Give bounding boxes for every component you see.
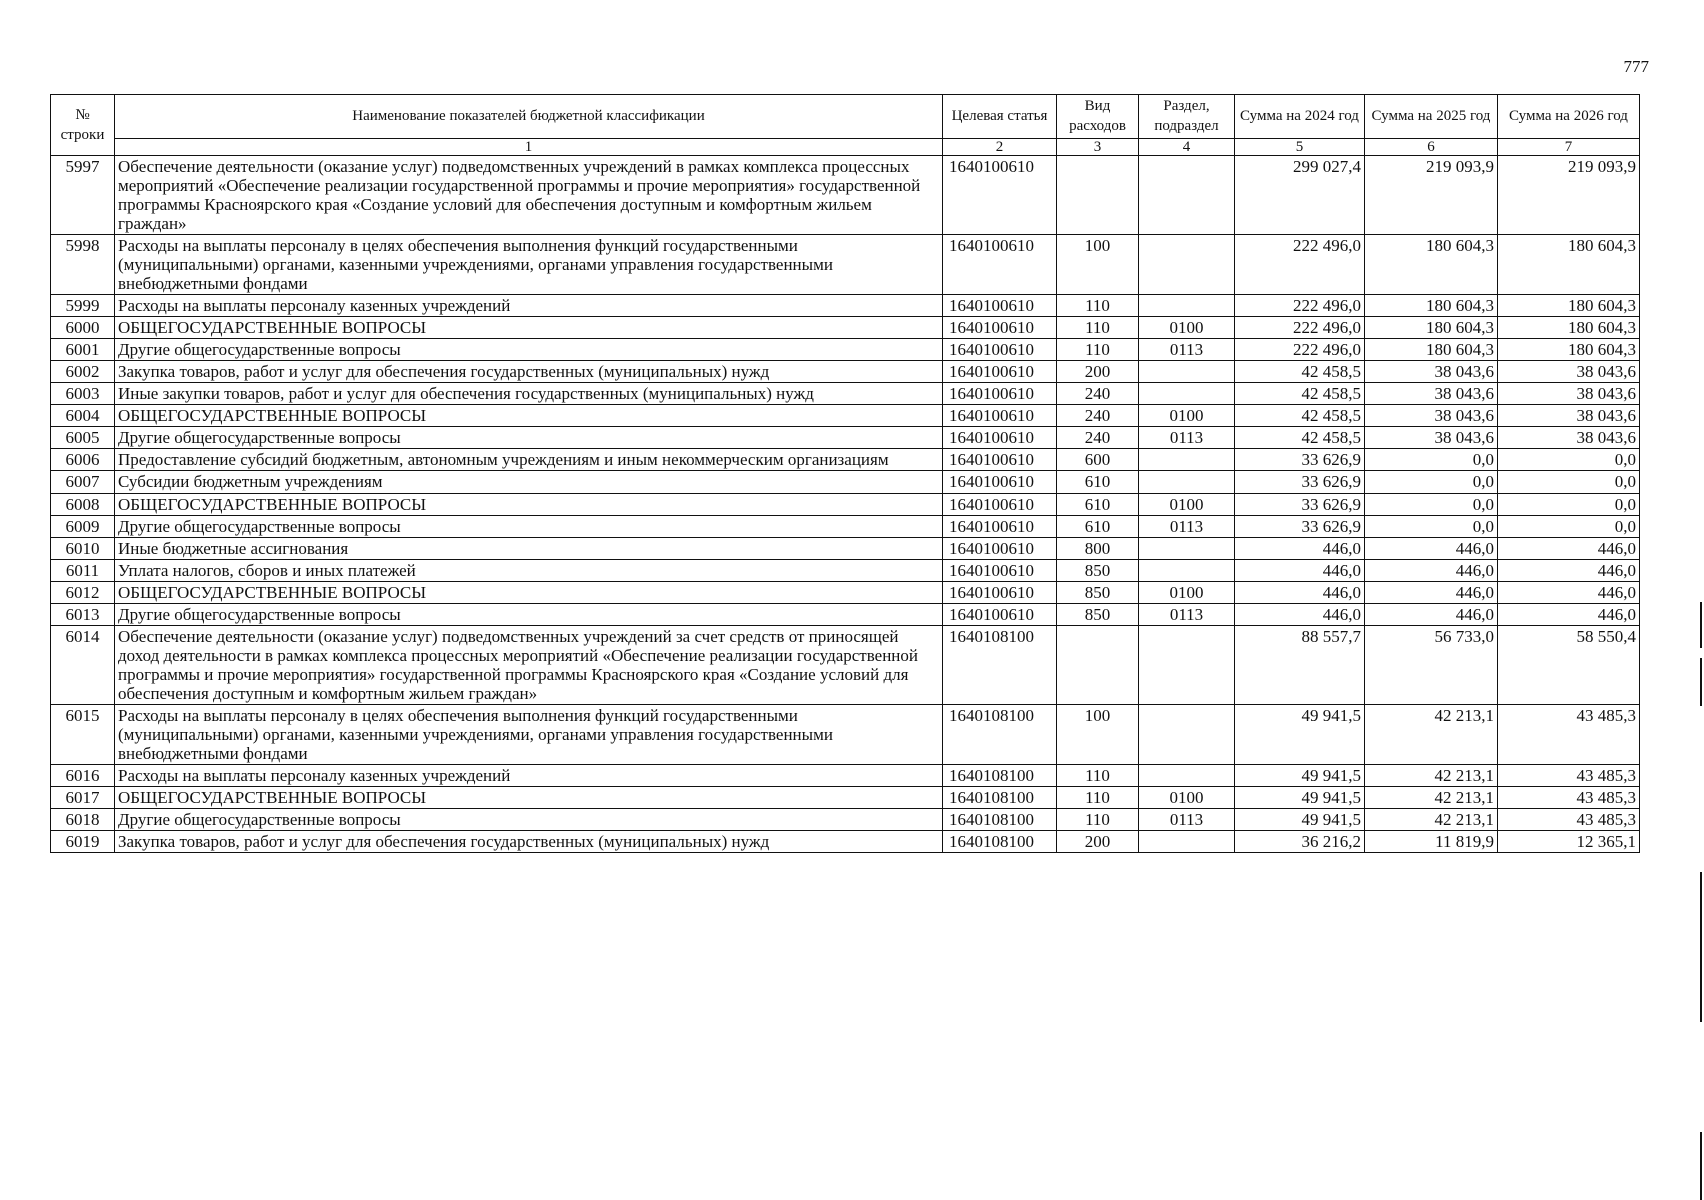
row-section: 0113 <box>1139 808 1235 830</box>
row-expense-type: 600 <box>1057 449 1139 471</box>
row-sum-2024: 42 458,5 <box>1235 361 1365 383</box>
row-sum-2024: 49 941,5 <box>1235 808 1365 830</box>
row-name: Предоставление субсидий бюджетным, автономным учреждениям и иным некоммерческим организациям <box>115 449 943 471</box>
row-expense-type: 110 <box>1057 339 1139 361</box>
row-sum-2026: 12 365,1 <box>1498 831 1640 853</box>
row-sum-2025: 0,0 <box>1365 515 1498 537</box>
table-body <box>51 156 1640 853</box>
scan-edge-mark <box>1700 872 1702 1022</box>
table-row <box>51 764 1640 786</box>
row-section <box>1139 361 1235 383</box>
row-expense-type: 240 <box>1057 383 1139 405</box>
row-sum-2025: 42 213,1 <box>1365 704 1498 764</box>
row-section <box>1139 831 1235 853</box>
row-sum-2025: 38 043,6 <box>1365 405 1498 427</box>
row-sum-2025: 0,0 <box>1365 493 1498 515</box>
row-section <box>1139 449 1235 471</box>
row-number: 6017 <box>51 786 115 808</box>
column-number: 5 <box>1235 138 1365 156</box>
row-sum-2024: 49 941,5 <box>1235 786 1365 808</box>
row-sum-2024: 42 458,5 <box>1235 427 1365 449</box>
row-sum-2024: 33 626,9 <box>1235 515 1365 537</box>
row-sum-2024: 33 626,9 <box>1235 449 1365 471</box>
row-target-article: 1640100610 <box>943 383 1057 405</box>
row-sum-2024: 222 496,0 <box>1235 339 1365 361</box>
row-section: 0100 <box>1139 317 1235 339</box>
row-number: 6012 <box>51 581 115 603</box>
scan-edge-mark <box>1700 602 1702 648</box>
row-name: Другие общегосударственные вопросы <box>115 339 943 361</box>
row-number: 6006 <box>51 449 115 471</box>
column-number: 6 <box>1365 138 1498 156</box>
row-expense-type: 200 <box>1057 831 1139 853</box>
row-sum-2025: 446,0 <box>1365 559 1498 581</box>
row-sum-2025: 42 213,1 <box>1365 808 1498 830</box>
row-expense-type: 110 <box>1057 808 1139 830</box>
row-sum-2025: 446,0 <box>1365 603 1498 625</box>
table-row <box>51 704 1640 764</box>
row-sum-2024: 36 216,2 <box>1235 831 1365 853</box>
row-number: 6011 <box>51 559 115 581</box>
row-section <box>1139 537 1235 559</box>
row-sum-2024: 222 496,0 <box>1235 235 1365 295</box>
row-section: 0100 <box>1139 405 1235 427</box>
row-section <box>1139 704 1235 764</box>
row-sum-2025: 446,0 <box>1365 581 1498 603</box>
row-sum-2026: 0,0 <box>1498 471 1640 493</box>
row-number: 6018 <box>51 808 115 830</box>
row-expense-type: 610 <box>1057 515 1139 537</box>
table-row <box>51 383 1640 405</box>
row-expense-type: 610 <box>1057 493 1139 515</box>
row-target-article: 1640100610 <box>943 156 1057 235</box>
scan-edge-mark <box>1700 1132 1702 1200</box>
row-section: 0113 <box>1139 515 1235 537</box>
row-section <box>1139 383 1235 405</box>
row-sum-2025: 446,0 <box>1365 537 1498 559</box>
row-sum-2025: 180 604,3 <box>1365 339 1498 361</box>
row-sum-2025: 56 733,0 <box>1365 625 1498 704</box>
row-sum-2025: 11 819,9 <box>1365 831 1498 853</box>
row-target-article: 1640100610 <box>943 471 1057 493</box>
table-row <box>51 559 1640 581</box>
row-sum-2026: 180 604,3 <box>1498 317 1640 339</box>
row-section <box>1139 559 1235 581</box>
row-section <box>1139 295 1235 317</box>
row-expense-type: 110 <box>1057 786 1139 808</box>
row-sum-2025: 180 604,3 <box>1365 235 1498 295</box>
row-name: ОБЩЕГОСУДАРСТВЕННЫЕ ВОПРОСЫ <box>115 581 943 603</box>
table-row <box>51 427 1640 449</box>
row-sum-2025: 0,0 <box>1365 449 1498 471</box>
row-name: Другие общегосударственные вопросы <box>115 427 943 449</box>
header-section: Раздел, подраздел <box>1139 95 1235 139</box>
row-number: 6008 <box>51 493 115 515</box>
row-expense-type: 240 <box>1057 427 1139 449</box>
row-target-article: 1640100610 <box>943 537 1057 559</box>
table-row <box>51 235 1640 295</box>
column-number-row <box>51 138 1640 156</box>
row-sum-2024: 446,0 <box>1235 559 1365 581</box>
row-sum-2025: 38 043,6 <box>1365 361 1498 383</box>
row-expense-type: 110 <box>1057 317 1139 339</box>
row-name: Иные закупки товаров, работ и услуг для обеспечения государственных (муниципальных) нужд <box>115 383 943 405</box>
row-expense-type <box>1057 156 1139 235</box>
table-header-row <box>51 95 1640 139</box>
row-sum-2024: 222 496,0 <box>1235 317 1365 339</box>
row-name: ОБЩЕГОСУДАРСТВЕННЫЕ ВОПРОСЫ <box>115 317 943 339</box>
row-target-article: 1640100610 <box>943 235 1057 295</box>
row-sum-2024: 42 458,5 <box>1235 405 1365 427</box>
row-name: Субсидии бюджетным учреждениям <box>115 471 943 493</box>
row-number: 6010 <box>51 537 115 559</box>
row-number: 6002 <box>51 361 115 383</box>
row-sum-2025: 42 213,1 <box>1365 764 1498 786</box>
row-sum-2024: 446,0 <box>1235 537 1365 559</box>
row-target-article: 1640100610 <box>943 581 1057 603</box>
row-sum-2026: 0,0 <box>1498 515 1640 537</box>
row-expense-type: 200 <box>1057 361 1139 383</box>
row-sum-2025: 38 043,6 <box>1365 427 1498 449</box>
row-name: ОБЩЕГОСУДАРСТВЕННЫЕ ВОПРОСЫ <box>115 493 943 515</box>
row-name: Другие общегосударственные вопросы <box>115 603 943 625</box>
table-row <box>51 295 1640 317</box>
row-number: 6013 <box>51 603 115 625</box>
row-sum-2026: 43 485,3 <box>1498 704 1640 764</box>
row-section <box>1139 235 1235 295</box>
row-name: Уплата налогов, сборов и иных платежей <box>115 559 943 581</box>
row-expense-type: 100 <box>1057 704 1139 764</box>
header-expense-type: Вид расходов <box>1057 95 1139 139</box>
header-name: Наименование показателей бюджетной классификации <box>115 95 943 139</box>
row-section <box>1139 156 1235 235</box>
column-number: 7 <box>1498 138 1640 156</box>
row-name: Расходы на выплаты персоналу в целях обеспечения выполнения функций государственными (муниципальными) органами, казенными учреждениями, органами управления государственными внебюджетными фондами <box>115 235 943 295</box>
row-number: 6007 <box>51 471 115 493</box>
row-sum-2026: 43 485,3 <box>1498 786 1640 808</box>
table-row <box>51 317 1640 339</box>
table-row <box>51 831 1640 853</box>
row-sum-2026: 38 043,6 <box>1498 405 1640 427</box>
row-name: Обеспечение деятельности (оказание услуг) подведомственных учреждений за счет средств от приносящей доход деятельности в рамках комплекса процессных мероприятий «Обеспечение реализации государственной программы и прочие мероприятия» государственной программы Красноярского края «Создание условий для обеспечения доступным и комфортным жильем граждан» <box>115 625 943 704</box>
row-sum-2024: 33 626,9 <box>1235 493 1365 515</box>
row-number: 6003 <box>51 383 115 405</box>
row-target-article: 1640100610 <box>943 603 1057 625</box>
row-sum-2026: 446,0 <box>1498 581 1640 603</box>
row-sum-2026: 58 550,4 <box>1498 625 1640 704</box>
header-sum-2024: Сумма на 2024 год <box>1235 95 1365 139</box>
row-sum-2026: 0,0 <box>1498 493 1640 515</box>
row-section: 0100 <box>1139 493 1235 515</box>
row-number: 5999 <box>51 295 115 317</box>
row-target-article: 1640108100 <box>943 831 1057 853</box>
scan-edge-mark <box>1700 658 1702 706</box>
table-row <box>51 405 1640 427</box>
row-expense-type: 110 <box>1057 295 1139 317</box>
table-row <box>51 156 1640 235</box>
row-number: 6000 <box>51 317 115 339</box>
row-number: 5998 <box>51 235 115 295</box>
table-row <box>51 471 1640 493</box>
table-row <box>51 449 1640 471</box>
row-target-article: 1640100610 <box>943 449 1057 471</box>
header-target-article: Целевая статья <box>943 95 1057 139</box>
row-section <box>1139 625 1235 704</box>
row-name: ОБЩЕГОСУДАРСТВЕННЫЕ ВОПРОСЫ <box>115 786 943 808</box>
row-section: 0100 <box>1139 786 1235 808</box>
row-name: Другие общегосударственные вопросы <box>115 808 943 830</box>
row-sum-2024: 222 496,0 <box>1235 295 1365 317</box>
row-sum-2025: 180 604,3 <box>1365 295 1498 317</box>
row-sum-2026: 0,0 <box>1498 449 1640 471</box>
row-sum-2026: 446,0 <box>1498 603 1640 625</box>
table-row <box>51 493 1640 515</box>
row-target-article: 1640100610 <box>943 317 1057 339</box>
row-sum-2026: 446,0 <box>1498 559 1640 581</box>
row-sum-2024: 49 941,5 <box>1235 764 1365 786</box>
header-row-number: № строки <box>51 95 115 156</box>
row-name: Иные бюджетные ассигнования <box>115 537 943 559</box>
row-target-article: 1640100610 <box>943 361 1057 383</box>
row-target-article: 1640100610 <box>943 295 1057 317</box>
row-sum-2025: 180 604,3 <box>1365 317 1498 339</box>
row-name: ОБЩЕГОСУДАРСТВЕННЫЕ ВОПРОСЫ <box>115 405 943 427</box>
row-sum-2026: 43 485,3 <box>1498 764 1640 786</box>
table-row <box>51 515 1640 537</box>
row-number: 6004 <box>51 405 115 427</box>
column-number: 4 <box>1139 138 1235 156</box>
row-number: 6019 <box>51 831 115 853</box>
row-expense-type <box>1057 625 1139 704</box>
row-sum-2024: 88 557,7 <box>1235 625 1365 704</box>
row-expense-type: 850 <box>1057 603 1139 625</box>
row-sum-2024: 49 941,5 <box>1235 704 1365 764</box>
row-sum-2024: 299 027,4 <box>1235 156 1365 235</box>
row-target-article: 1640100610 <box>943 515 1057 537</box>
row-expense-type: 110 <box>1057 764 1139 786</box>
row-section: 0113 <box>1139 339 1235 361</box>
row-expense-type: 850 <box>1057 559 1139 581</box>
row-section <box>1139 471 1235 493</box>
column-number: 1 <box>115 138 943 156</box>
page-number: 777 <box>1623 57 1649 76</box>
row-target-article: 1640108100 <box>943 786 1057 808</box>
row-name: Расходы на выплаты персоналу казенных учреждений <box>115 295 943 317</box>
row-expense-type: 850 <box>1057 581 1139 603</box>
row-number: 6015 <box>51 704 115 764</box>
header-sum-2026: Сумма на 2026 год <box>1498 95 1640 139</box>
row-number: 6005 <box>51 427 115 449</box>
row-name: Закупка товаров, работ и услуг для обеспечения государственных (муниципальных) нужд <box>115 361 943 383</box>
row-sum-2026: 38 043,6 <box>1498 361 1640 383</box>
row-expense-type: 240 <box>1057 405 1139 427</box>
row-name: Другие общегосударственные вопросы <box>115 515 943 537</box>
row-section: 0100 <box>1139 581 1235 603</box>
row-number: 6009 <box>51 515 115 537</box>
row-sum-2025: 42 213,1 <box>1365 786 1498 808</box>
row-name: Расходы на выплаты персоналу в целях обеспечения выполнения функций государственными (муниципальными) органами, казенными учреждениями, органами управления государственными внебюджетными фондами <box>115 704 943 764</box>
budget-classification-table <box>50 94 1640 853</box>
row-expense-type: 800 <box>1057 537 1139 559</box>
row-sum-2026: 38 043,6 <box>1498 427 1640 449</box>
table-row <box>51 361 1640 383</box>
table-row <box>51 625 1640 704</box>
column-number: 2 <box>943 138 1057 156</box>
row-sum-2024: 446,0 <box>1235 581 1365 603</box>
row-expense-type: 100 <box>1057 235 1139 295</box>
row-target-article: 1640108100 <box>943 625 1057 704</box>
table-row <box>51 603 1640 625</box>
row-name: Расходы на выплаты персоналу казенных учреждений <box>115 764 943 786</box>
row-sum-2025: 0,0 <box>1365 471 1498 493</box>
row-sum-2024: 42 458,5 <box>1235 383 1365 405</box>
row-number: 6001 <box>51 339 115 361</box>
row-sum-2026: 180 604,3 <box>1498 235 1640 295</box>
row-target-article: 1640108100 <box>943 704 1057 764</box>
row-section: 0113 <box>1139 603 1235 625</box>
row-name: Обеспечение деятельности (оказание услуг) подведомственных учреждений в рамках комплекса процессных мероприятий «Обеспечение реализации государственной программы и прочие мероприятия» государственной программы Красноярского края «Создание условий для обеспечения доступным и комфортным жильем граждан» <box>115 156 943 235</box>
row-target-article: 1640100610 <box>943 559 1057 581</box>
row-sum-2026: 38 043,6 <box>1498 383 1640 405</box>
row-number: 6016 <box>51 764 115 786</box>
row-target-article: 1640108100 <box>943 764 1057 786</box>
row-expense-type: 610 <box>1057 471 1139 493</box>
row-sum-2026: 180 604,3 <box>1498 295 1640 317</box>
row-sum-2026: 446,0 <box>1498 537 1640 559</box>
row-section: 0113 <box>1139 427 1235 449</box>
table-row <box>51 581 1640 603</box>
row-target-article: 1640100610 <box>943 427 1057 449</box>
table-row <box>51 537 1640 559</box>
row-name: Закупка товаров, работ и услуг для обеспечения государственных (муниципальных) нужд <box>115 831 943 853</box>
header-sum-2025: Сумма на 2025 год <box>1365 95 1498 139</box>
row-sum-2025: 38 043,6 <box>1365 383 1498 405</box>
table-row <box>51 786 1640 808</box>
row-target-article: 1640100610 <box>943 339 1057 361</box>
row-target-article: 1640108100 <box>943 808 1057 830</box>
row-section <box>1139 764 1235 786</box>
column-number: 3 <box>1057 138 1139 156</box>
row-sum-2026: 219 093,9 <box>1498 156 1640 235</box>
row-sum-2024: 33 626,9 <box>1235 471 1365 493</box>
row-sum-2026: 43 485,3 <box>1498 808 1640 830</box>
table-row <box>51 808 1640 830</box>
row-sum-2026: 180 604,3 <box>1498 339 1640 361</box>
row-number: 5997 <box>51 156 115 235</box>
row-sum-2025: 219 093,9 <box>1365 156 1498 235</box>
row-target-article: 1640100610 <box>943 405 1057 427</box>
row-number: 6014 <box>51 625 115 704</box>
row-target-article: 1640100610 <box>943 493 1057 515</box>
row-sum-2024: 446,0 <box>1235 603 1365 625</box>
table-row <box>51 339 1640 361</box>
